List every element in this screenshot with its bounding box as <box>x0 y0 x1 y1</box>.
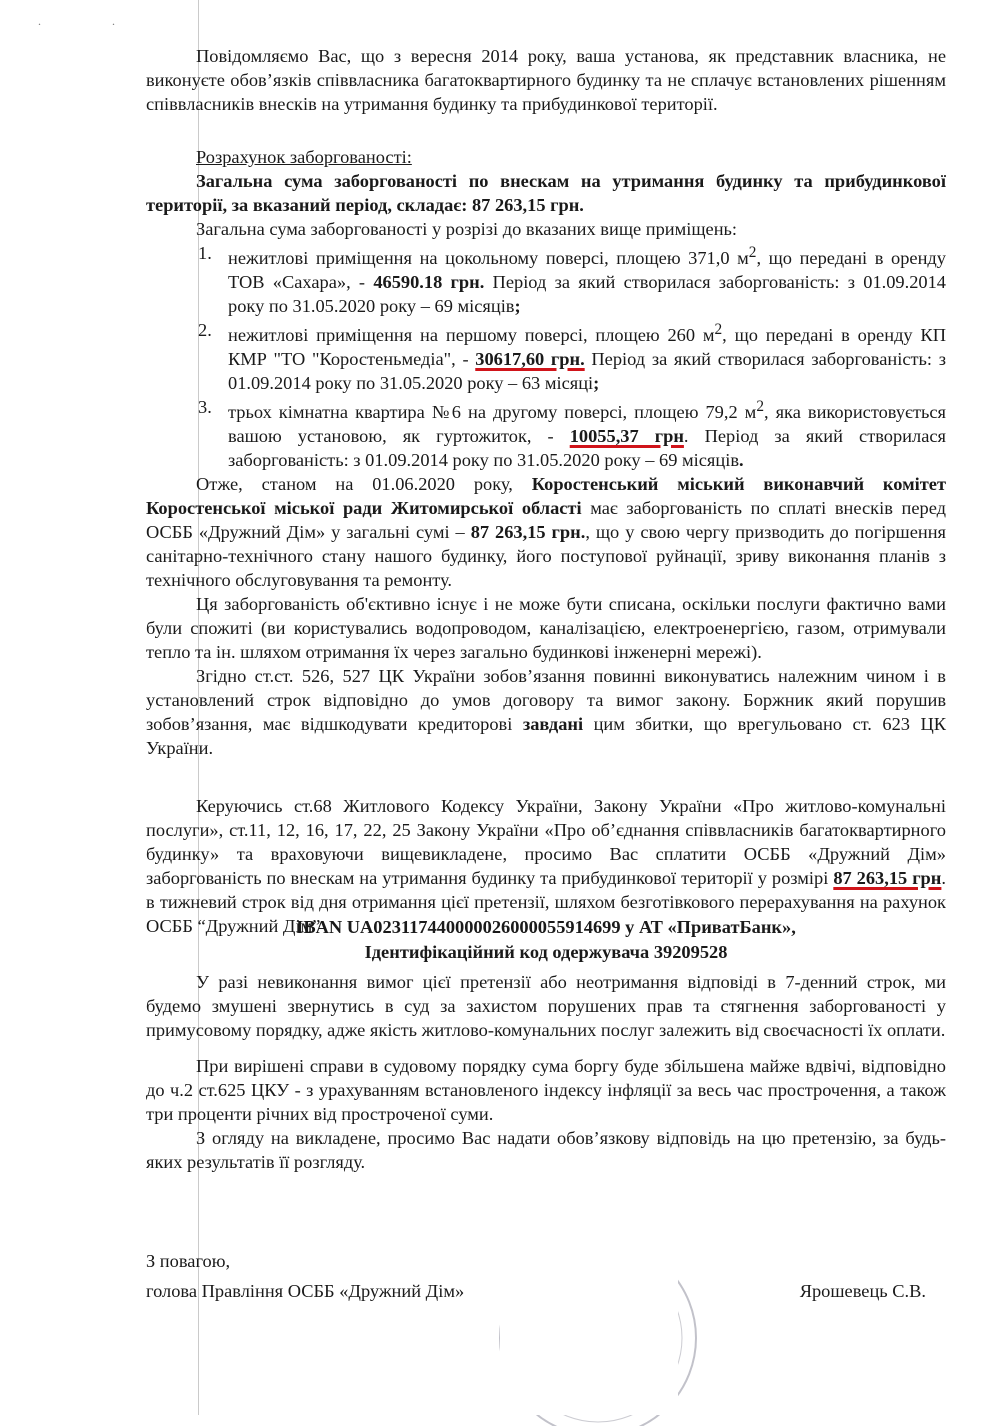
signer-title: голова Правління ОСББ «Дружний Дім» <box>146 1281 465 1301</box>
item-text: Період за який створилася заборгованість: з 01.09.2014 року по 31.05.2020 року – 69 місяців <box>228 272 947 317</box>
recipient-code-line: Ідентифікаційний код одержувача 39209528 <box>364 942 728 962</box>
item-amount: 10055,37 грн <box>569 426 684 447</box>
item-text: трьох кімнатна квартира №6 на другому поверсі, площею 79,2 м <box>228 402 757 423</box>
item-text: , що передані в оренду КП КМР "ТО "Коростеньмедіа", - <box>228 325 946 370</box>
debt-amount: 87 263,15 грн. <box>470 522 586 542</box>
item-text: нежитлові приміщення на першому поверсі, площею 260 м <box>228 325 715 346</box>
item-end: ; <box>593 373 600 394</box>
item-text: . Період за який створилася заборгованість: з 01.09.2014 року по 31.05.2020 року – 69 місяців <box>228 426 946 471</box>
text: Керуючись ст.68 Житлового Кодексу України, Закону України «Про житлово-комунальні послуги», ст.11, 12, 16, 17, 22, 25 Закону України «Про об’єднання співвласників багатоквартирного будинку» та враховуючи вищевикладене, просимо Вас сплатити ОСББ «Дружний Дім» заборгованість по внескам на утримання будинку та прибудинкової території у розмірі <box>146 796 946 888</box>
item-sup: 2 <box>714 321 723 339</box>
item-number: 1. <box>198 243 212 263</box>
total-sum-amount: 87 263,15 грн. <box>471 195 584 215</box>
item-sup: 2 <box>748 244 757 261</box>
text: , що у свою чергу призводить до погіршення санітарно-технічного стану нашого будинку, його поступової руйнації, зриву виконання планів з технічного обслуговування та ремонту. <box>146 522 947 590</box>
objective-debt-paragraph: Ця заборгованість об'єктивно існує і не може бути списана, оскільки послуги фактично вами були спожиті (ви користувались водопроводом, каналізацією, електроенергією, газом, отримували тепло та ін. шляхом отримання їх через загально будинкові інженерні мережі). <box>146 594 946 662</box>
request-paragraph: З огляду на викладене, просимо Вас надати обов’язкову відповідь на цю претензію, за будь-яких результатів її розгляду. <box>146 1128 946 1172</box>
text: цим збитки, що врегульовано ст. 623 ЦК України. <box>146 714 946 758</box>
calc-title: Розрахунок заборгованості: <box>196 147 412 167</box>
text: . в тижневий строк від дня отримання цієї претензії, шляхом безготівкового перерахування на рахунок ОСББ “Дружний Дім” <box>146 868 946 936</box>
court-increase-paragraph: При вирішені справи в судовому порядку сума боргу буде збільшена майже вдвічі, відповідно до ч.2 ст.625 ЦКУ - з урахуванням встановленого індексу інфляції за весь час прострочення, а також три проценти річних від простроченої суми. <box>146 1056 946 1124</box>
demand-amount: 87 263,15 грн <box>833 868 942 888</box>
list-item <box>146 395 946 472</box>
total-sum-text: Загальна сума заборгованості по внескам на утримання будинку та прибудинкової території, за вказаний період, складає: <box>146 171 946 215</box>
court-warning-paragraph: У разі невиконання вимог цієї претензії або неотримання відповіді в 7-денний строк, ми будемо змушені звернутись в суд за захистом порушених прав та стягнення заборгованості у примусовому порядку, адже якість житлово-комунальних послуг залежить від своєчасності їх оплати. <box>146 972 946 1040</box>
item-amount: 46590.18 грн. <box>373 272 485 293</box>
item-text: , яка використовується вашою установою, як гуртожиток, - <box>228 402 946 447</box>
conclusion-paragraph <box>146 472 946 592</box>
list-item <box>146 318 946 395</box>
text: Згідно ст.ст. 526, 527 ЦК України зобов’язання повинні виконуватись належним чином і в установлений строк відповідно до умов договору та вимог закону. Боржник який порушив зобов’язання, має відшкодувати кредиторові <box>146 666 946 734</box>
item-text: Період за який створилася заборгованість: з 01.09.2014 року по 31.05.2020 року – 63 місяці <box>228 349 946 394</box>
item-text: нежитлові приміщення на цокольному поверсі, площею 371,0 м <box>228 248 749 269</box>
redacted-area <box>500 1232 678 1415</box>
item-amount: 30617,60 грн. <box>475 349 585 370</box>
text: Отже, станом на 01.06.2020 року, <box>196 474 532 494</box>
text-bold: завдані <box>522 714 584 734</box>
breakdown <box>146 217 946 472</box>
iban-line: IBAN UA023117440000026000055914699 у АТ «ПриватБанк», <box>296 917 796 937</box>
breakdown-intro: Загальна сума заборгованості у розрізі до вказаних вище приміщень: <box>196 219 738 239</box>
total-sum-paragraph <box>146 169 946 217</box>
civil-code-paragraph <box>146 664 946 760</box>
signature-block <box>146 1246 464 1306</box>
item-end: . <box>739 450 744 471</box>
item-text: , що передані в оренду ТОВ «Сахара», - <box>228 248 946 293</box>
item-sup: 2 <box>756 398 764 416</box>
list-item <box>146 241 946 318</box>
item-number: 3. <box>198 397 212 418</box>
intro-paragraph: Повідомляємо Вас, що з вересня 2014 року, ваша установа, як представник власника, не виконуєте обов’язків співвласника багатоквартирного будинку та не сплачує встановлених рішенням співвласників внесків на утримання будинку та прибудинкової території. <box>146 46 946 114</box>
scan-dots: . . <box>38 14 149 28</box>
breakdown-list <box>146 241 946 472</box>
item-number: 2. <box>198 320 212 341</box>
debtor-name: Коростенський міський виконавчий комітет Коростенської міської ради Житомирської області <box>146 474 946 518</box>
final-block <box>146 970 946 1174</box>
conclusion-block <box>146 472 946 760</box>
text: має заборгованість по сплаті внесків перед ОСББ «Дружний Дім» у загальні сумі – <box>146 498 946 542</box>
closing-greeting: З повагою, <box>146 1251 231 1271</box>
signer-name: Ярошевець С.В. <box>799 1281 926 1301</box>
item-end: ; <box>514 296 521 317</box>
